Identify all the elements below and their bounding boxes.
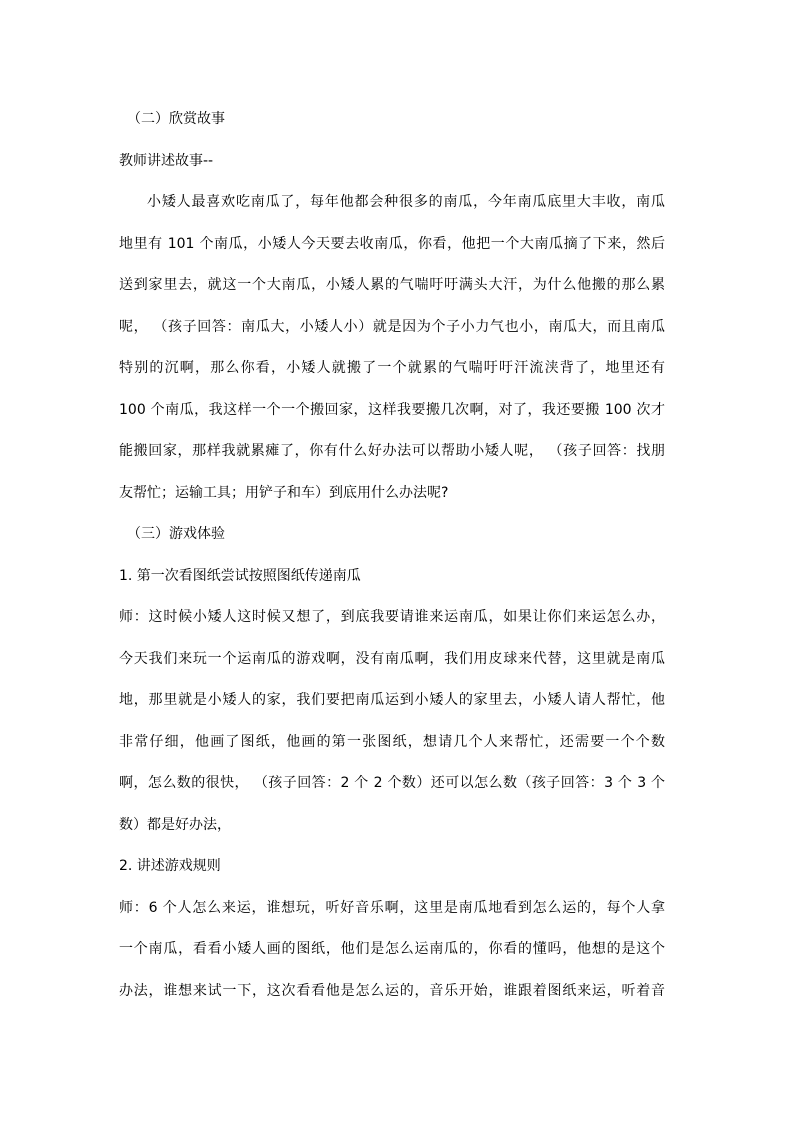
story-paragraph-line: 送到家里去，就这一个大南瓜，小矮人累的气喘吁吁满头大汗，为什么他搬的那么累 <box>119 277 665 293</box>
story-paragraph-line: 呢， （孩子回答：南瓜大，小矮人小）就是因为个子小力气也小，南瓜大，而且南瓜 <box>119 318 665 335</box>
item-1-paragraph-line: 啊，怎么数的很快， （孩子回答：2 个 2 个数）还可以怎么数（孩子回答：3 个 3 个 <box>119 775 665 791</box>
story-paragraph-line: 100 个南瓜，我这样一个一个搬回家，这样我要搬几次啊，对了，我还要搬 100 次才 <box>119 401 665 418</box>
teacher-story-label: 教师讲述故事-- <box>119 152 214 169</box>
item-1-paragraph-line: 非常仔细，他画了图纸，他画的第一张图纸，想请几个人来帮忙，还需要一个个数 <box>119 733 665 750</box>
story-paragraph-line: 特别的沉啊，那么你看，小矮人就搬了一个就累的气喘吁吁汗流浃背了，地里还有 <box>119 360 665 376</box>
item-1-paragraph-line: 师：这时候小矮人这时候又想了，到底我要请谁来运南瓜，如果让你们来运怎么办， <box>119 609 665 625</box>
item-1-paragraph-line: 数）都是好办法， <box>119 816 231 833</box>
item-1-title: 1. 第一次看图纸尝试按照图纸传递南瓜 <box>119 567 361 584</box>
item-2-paragraph-line: 办法，谁想来试一下，这次看看他是怎么运的，音乐开始，谁跟着图纸来运，听着音 <box>119 982 665 999</box>
story-paragraph-line: 地里有 101 个南瓜，小矮人今天要去收南瓜，你看，他把一个大南瓜摘了下来，然后 <box>119 235 665 252</box>
story-paragraph-line: 友帮忙；运输工具；用铲子和车）到底用什么办法呢? <box>119 484 449 501</box>
item-1-paragraph-line: 今天我们来玩一个运南瓜的游戏啊，没有南瓜啊，我们用皮球来代替，这里就是南瓜 <box>119 650 665 667</box>
item-1-paragraph-line: 地，那里就是小矮人的家，我们要把南瓜运到小矮人的家里去，小矮人请人帮忙，他 <box>119 692 665 708</box>
section-heading-game-experience: （三）游戏体验 <box>127 526 225 542</box>
item-2-paragraph-line: 一个南瓜，看看小矮人画的图纸，他们是怎么运南瓜的，你看的懂吗，他想的是这个 <box>119 941 665 957</box>
story-paragraph-line: 小矮人最喜欢吃南瓜了，每年他都会种很多的南瓜，今年南瓜底里大丰收，南瓜 <box>147 194 665 210</box>
item-2-paragraph-line: 师：6 个人怎么来运，谁想玩，听好音乐啊，这里是南瓜地看到怎么运的，每个人拿 <box>119 899 665 916</box>
story-paragraph-line: 能搬回家，那样我就累瘫了，你有什么好办法可以帮助小矮人呢， （孩子回答：找朋 <box>119 443 665 459</box>
item-2-title: 2. 讲述游戏规则 <box>119 858 221 874</box>
section-heading-appreciate-story: （二）欣赏故事 <box>127 111 225 127</box>
document-body <box>119 99 665 1012</box>
